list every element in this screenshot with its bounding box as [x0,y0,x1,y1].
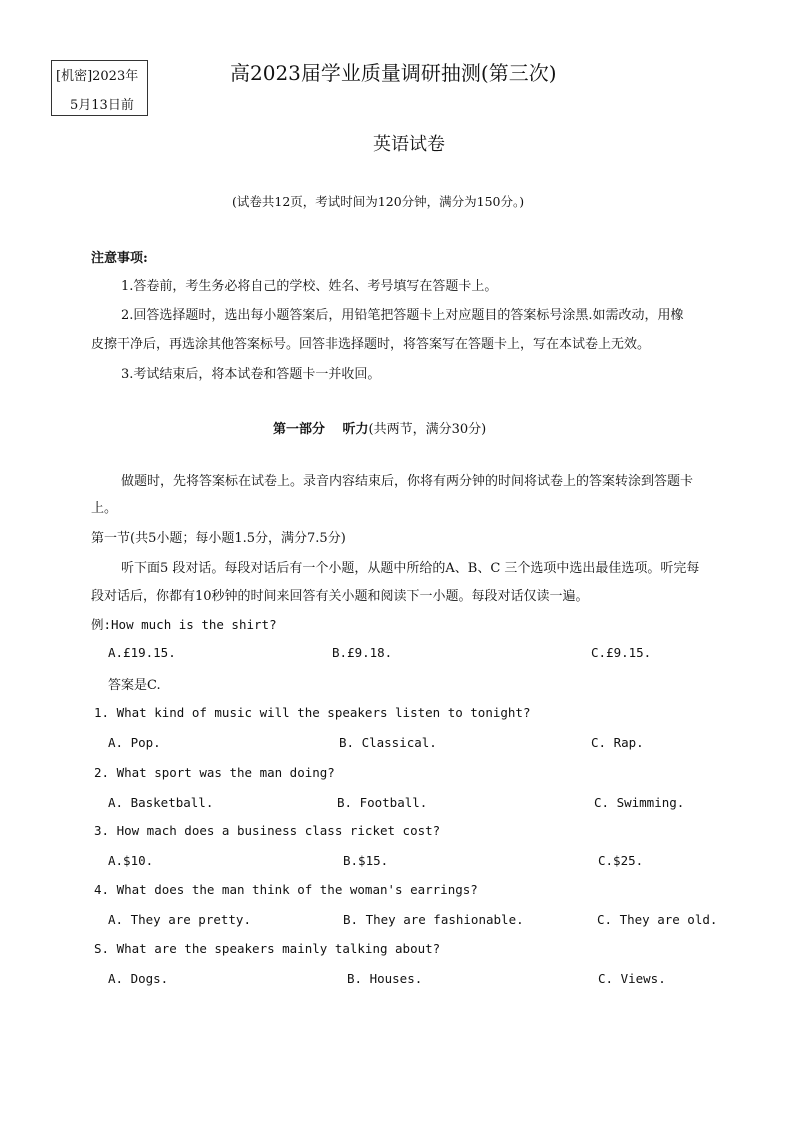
question-2-option-c: C. Swimming. [594,795,685,810]
note-item-1: 1.答卷前，考生务必将自己的学校、姓名、考号填写在答题卡上。 [121,279,498,294]
note-item-2-line-2: 皮擦干净后，再选涂其他答案标号。回答非选择题时，将答案写在答题卡上，写在本试卷上无效。 [91,337,651,352]
note-item-3: 3.考试结束后，将本试卷和答题卡一并收回。 [121,367,381,382]
example-option-a: A.£19.15. [108,645,176,660]
question-1-option-a: A. Pop. [108,735,161,750]
part1-instruction-line-1: 做题时，先将答案标在试卷上。录音内容结束后，你将有两分钟的时间将试卷上的答案转涂到答题卡 [121,474,694,489]
notes-heading: 注意事项: [91,251,148,266]
question-2-option-a: A. Basketball. [108,795,214,810]
confidential-box [51,60,148,116]
question-2-option-b: B. Football. [337,795,428,810]
question-2: 2. What sport was the man doing? [94,765,335,780]
note-item-2-line-1: 2.回答选择题时，选出每小题答案后，用铅笔把答题卡上对应题目的答案标号涂黑.如需改动，用橡 [121,308,684,323]
example-option-c: C.£9.15. [591,645,652,660]
question-4-option-a: A. They are pretty. [108,912,251,927]
section1-instruction-line-2: 段对话后，你都有10秒钟的时间来回答有关小题和阅读下一小题。每段对话仅读一遍。 [91,589,589,604]
example-option-b: B.£9.18. [332,645,393,660]
question-3-option-a: A.$10. [108,853,154,868]
confidential-line-1: [机密]2023年 [56,69,139,84]
part1-heading-rest: (共两节，满分30分) [368,422,487,437]
question-5-option-a: A. Dogs. [108,971,169,986]
question-5: S. What are the speakers mainly talking about? [94,941,441,956]
question-1: 1. What kind of music will the speakers listen to tonight? [94,705,531,720]
question-1-option-b: B. Classical. [339,735,437,750]
question-3: 3. How mach does a business class ricket cost? [94,823,441,838]
example-question: 例:How much is the shirt? [91,617,277,632]
question-4-option-b: B. They are fashionable. [343,912,524,927]
question-3-option-b: B.$15. [343,853,389,868]
question-5-option-c: C. Views. [598,971,666,986]
section1-instruction-line-1: 听下面5 段对话。每段对话后有一个小题，从题中所给的A、B、C 三个选项中选出最佳选项。听完每 [121,561,700,576]
exam-info: (试卷共12页，考试时间为120分钟，满分为150分。) [232,194,525,209]
question-5-option-b: B. Houses. [347,971,423,986]
example-answer: 答案是C. [108,678,161,693]
question-3-option-c: C.$25. [598,853,644,868]
section1-heading: 第一节(共5小题；每小题1.5分，满分7.5分) [91,531,346,546]
question-4-option-c: C. They are old. [597,912,718,927]
confidential-line-2: 5月13日前 [70,98,134,113]
exam-subtitle: 英语试卷 [373,134,445,155]
part1-heading-bold: 第一部分 听力 [273,422,369,437]
exam-title: 高2023届学业质量调研抽测(第三次) [230,61,557,85]
part1-heading [273,418,486,437]
question-4: 4. What does the man think of the woman's earrings? [94,882,478,897]
part1-instruction-line-2: 上。 [91,501,118,516]
question-1-option-c: C. Rap. [591,735,644,750]
